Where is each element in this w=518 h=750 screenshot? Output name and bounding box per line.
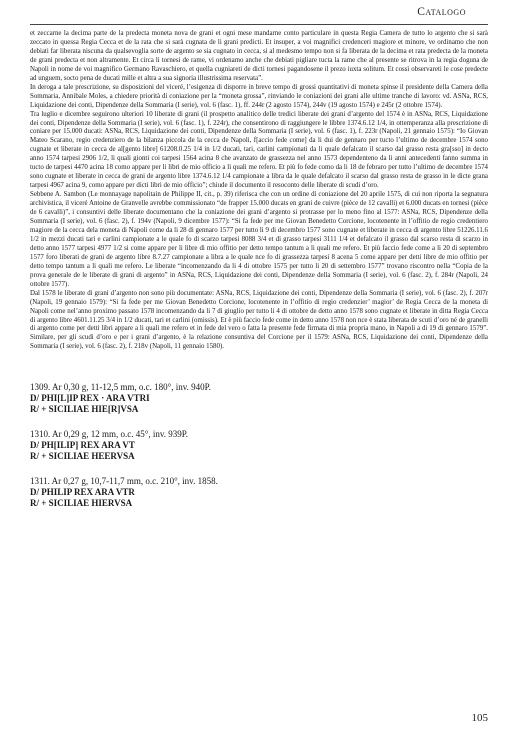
body-paragraph: Dal 1578 le liberate di grani d’argento non sono più documentate: ASNa, RCS, Liquidazione dei conti, Dipendenze della Sommaria (I serie), vol. 6 (fasc. 2), f. 207r (Napoli, 19 gennaio 1579): “Si fa fede per me Giovan Benedetto Corcione, locotenente in l’offitio di regio credenzier’ magior’ de Regia Cecca de la moneta di Napoli come nel’anno proximo passato 1578 incomenzando da li 7 di giuglio per tutto li 4 di ottobre de detto anno 1578 sono cugnate et liberate in ditta Regia Cecca di argento libre 4601.11.25 3/4 in 1/2 ducati, tari et carlini (omissis). Et è più faccio fede come in detto anno 1578 non nce è stata liberata de scuti d’oro né de granelli di argento come per detti libri appare a li quali me refero et in fede del vero o fatta la presente fede firmata di mia propria mano, in Napoli a di 19 di gennaro 1579”. Similare, per gli scudi d’oro e per i grani d’argento, è la relazione consuntiva del Corcione per il 1579: ASNa, RCS, Liquidazione dei conti, Dipendenze della Sommaria (I serie), vol. 6 (fasc. 2), f. 218v (Napoli, 11 gennaio 1580). bbox=[30, 289, 488, 351]
page-number: 105 bbox=[471, 712, 488, 724]
body-paragraph: Sebbene A. Sambon (Le monnayage napolitain de Philippe II, cit., p. 39) riferisca che con un ordine di coniazione del 20 aprile 1575, di cui non riporta la segnatura archivistica, il viceré Antoine de Granvelle avrebbe commissionato “de frapper 15.000 ducats en grani de cuivre (pièce de 12 cavalli) et 6.000 ducats en tornesi (pièce de 6 cavalli)”, i consuntivi delle liberate documentano che la coniazione dei grani d’argento si protrasse per lo meno fino al 1577: ASNa, RCS, Dipendenze della Sommaria (I serie), vol. 6 (fasc. 2), f. 194v (Napoli, 9 dicembre 1577): “Si fa fede per me Giovan Benedetto Corcione, locotenente in l’offitio de regio credentiero magiore de la cecca dela moneta di Napoli come da li 28 di gennaro 1577 per tutto li 9 di decembro 1577 sono cugnate et liberate in cecca di argento libre 51226.11.6 1/2 in mezzi ducati tari e carlini campionate a le quale fo di scarzo tarpesi 8088 3/4 et di grasso tarpesi 3111 1/4 et defalcato il grasso dal scarso resta di scarzo in detto anno 1577 tarpesi 4977 1/2 si come appare per li libre di mio offitio per detto tempo tantum a li quali me refero. Et più faccio fede come a li 20 di septembro 1577 foro liberati de grani de argento libre 8.7.27 campionate a libra a le quale nce fo di grassezza tarpesi 8 acena 5 come appare per detti libre de mio offitio per detto tempo tantum a li quali me refero. Le liberate “incomenzando da li 4 di ottobre 1575 per tutto li 20 di settembro 1577” trovano riscontro nella “Copia de la prova generale de le liberate di grani di argento” in ASNa, RCS, Liquidazione dei conti, Dipendenze della Sommaria (I serie), vol. 6 (fasc. 2), f. 284r (Napoli, 24 ottobre 1577). bbox=[30, 191, 488, 288]
coin-description: 1309. Ar 0,30 g, 11-12,5 mm, o.c. 180°, inv. 940P. bbox=[30, 382, 211, 392]
coin-obverse-legend: D/ PH[ILIP] REX ARA VT bbox=[30, 440, 135, 450]
body-paragraph: et zeccarne la decima parte de la predecta moneta nova de grani et ogni mese mandarne conto particulare in questa Regia Camera de tutto lo argento che si sarà zeccato in quessa Regia Cecca et de la rata che si sarà cugnata de li grani predicti. Et insuper, a voi magnifici credenceri magiore et minore, ve ordinamo che non debiati far liberata niscuna da qualsevoglia sorte de argento se sia cugnato in cecca, si al medesmo tempo non si fa liberata de la decima et rata predecta de la moneta de grani predecta et non altramente. Et circa li tornesi de rame, vi ordenamo anche che debiati pigliare tucta la rame che al presente se ritrova in la regia doguna de Napoli in nome de voi magnifico Germano Ravaschiero, et quella cugniareti de dicti tornesi pagandosene il prezo iuxta solitum. Et cossì observareti le cose predecte ad unguem, socto pena de ducati mille et altra a sua signoria illustrissima reservata”. bbox=[30, 30, 488, 82]
body-paragraph: Tra luglio e dicembre seguirono ulteriori 10 liberate di grani (il prospetto analitico delle tredici liberate dei grani d’argento del 1574 è in ASNa, RCS, Liquidazione dei conti, Dipendenze della Sommaria (I serie), vol. 6 (fasc. 1), f. 224r), che consentirono di raggiungere le libbre 1374.6.12 1/4, in ottemperanza alla prescrizione di coniare per 15.000 ducati: ASNa, RCS, Liquidazione dei conti, Dipendenze della Sommaria (I serie), vol. 6 (fasc. 1), f. 223r (Napoli, 21 gennaio 1575): “Io Giovan Mateo Scarano, regio credenziero de la bilanza piccola de la cecca de Napoli, f[accio fede come] da li dui de gennaro per tucto l’ultimo de decembre 1574 sono cugnate et liberate in cecca de al[gento libre] 61208.0.25 1/4 in 1/2 ducati, tari, carlini campionati da li quale defalcato il scarso dal grasso resta gra[sso] in decto anno 1574 tarpesi 2906 1/2, li quali gionti coi tarpesi 1564 acina 8 che avanzato de grassezza nel anno 1573 dependenteno da li anni antecedenti fanno summa in tucto de tarpesi 4470 acina 18 como appare per li libri de mio officio a li quali me refero. Et più fo fede como da li 18 de febraro per tutto l’ultimo de decembre 1574 sono cugnate et liberate in cecca de grani de argento libre 1374.6.12 1/4 campionate a libra da le quale defalcato il scarso dal grasso resta de grasso in le dicte grana tarpesi 4967 acina 9, como appare per dicti libri de mio officio”; chiude il documento il resoconto delle liberate di scudi d’oro. bbox=[30, 110, 488, 190]
body-paragraph: In deroga a tale prescrizione, su disposizioni del viceré, l’esigenza di disporre in breve tempo di grossi quantitativi di moneta spinse il presidente della Camera della Sommaria, Annibale Moles, a chiedere priorità di coniazione per la “moneta grossa”, rinviando le coniazioni dei grani alle ultime tranche di lavoro: vd. ASNa, RCS, Liquidazione dei conti, Dipendenze della Sommaria (I serie), vol. 6 (fasc. 1), ff. 244r (2 agosto 1574), 244v (19 agosto 1574) e 245r (2 ottobre 1574). bbox=[30, 83, 488, 109]
page-header bbox=[0, 0, 518, 30]
coin-entry bbox=[30, 429, 488, 462]
coin-reverse-legend: R/ + SICILIAE HIE[R]VSA bbox=[30, 404, 139, 414]
coin-obverse-legend: D/ PHI[L]IP REX · ARA VTRI bbox=[30, 393, 150, 403]
coin-obverse-legend: D/ PHILIP REX ARA VTR bbox=[30, 487, 135, 497]
header-rule bbox=[30, 24, 488, 25]
coin-reverse-legend: R/ + SICILIAE HEERVSA bbox=[30, 451, 135, 461]
running-title: Catalogo bbox=[417, 6, 466, 18]
footnote-body bbox=[30, 30, 488, 352]
coin-catalog-entries bbox=[30, 382, 488, 523]
coin-description: 1310. Ar 0,29 g, 12 mm, o.c. 45°, inv. 939P. bbox=[30, 429, 189, 439]
coin-description: 1311. Ar 0,27 g, 10,7-11,7 mm, o.c. 210°, inv. 1858. bbox=[30, 476, 218, 486]
coin-reverse-legend: R/ + SICILIAE HIERVSA bbox=[30, 498, 133, 508]
coin-entry bbox=[30, 476, 488, 509]
coin-entry bbox=[30, 382, 488, 415]
